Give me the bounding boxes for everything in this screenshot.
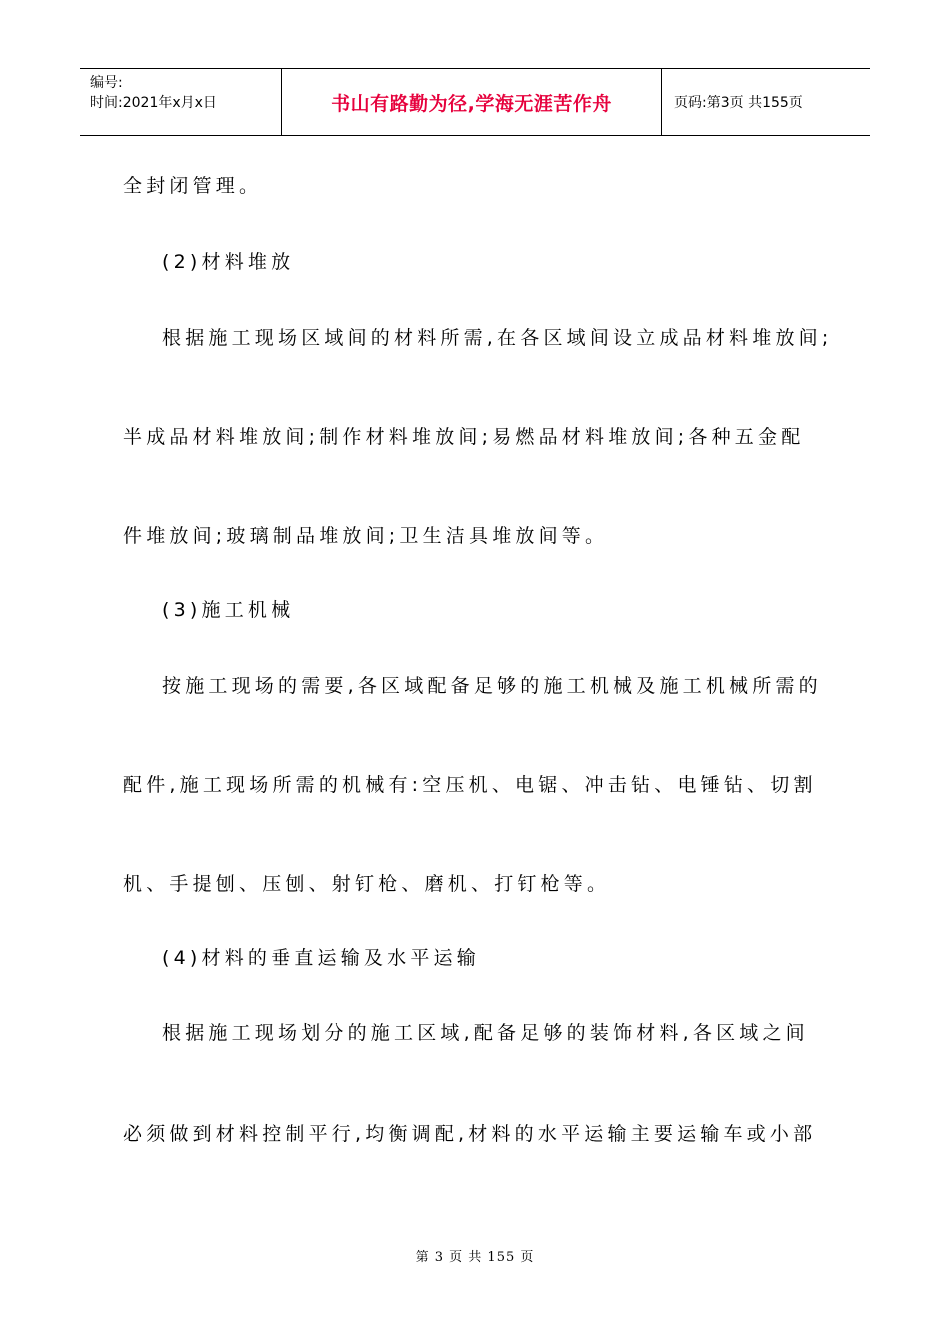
paragraph-line: 按施工现场的需要,各区域配备足够的施工机械及施工机械所需的 — [162, 675, 822, 697]
header-page-label: 页码:第3页 共155页 — [674, 95, 803, 111]
document-date-label: 时间:2021年x月x日 — [90, 95, 217, 111]
page-header — [80, 68, 870, 136]
header-meta — [80, 69, 282, 135]
page-footer: 第 3 页 共 155 页 — [415, 1250, 535, 1265]
paragraph-line: 件堆放间;玻璃制品堆放间;卫生洁具堆放间等。 — [123, 525, 609, 547]
paragraph-line: 全封闭管理。 — [123, 175, 263, 197]
document-number-label: 编号: — [90, 75, 123, 91]
section-heading: (3)施工机械 — [162, 599, 295, 621]
paragraph-line: 根据施工现场划分的施工区域,配备足够的装饰材料,各区域之间 — [162, 1022, 809, 1044]
paragraph-line: 配件,施工现场所需的机械有:空压机、电锯、冲击钻、电锤钻、切割 — [123, 774, 817, 796]
section-heading: (2)材料堆放 — [162, 251, 295, 273]
paragraph-line: 半成品材料堆放间;制作材料堆放间;易燃品材料堆放间;各种五金配 — [123, 426, 805, 448]
paragraph-line: 根据施工现场区域间的材料所需,在各区域间设立成品材料堆放间; — [162, 327, 833, 349]
paragraph-line: 必须做到材料控制平行,均衡调配,材料的水平运输主要运输车或小部 — [123, 1123, 817, 1145]
section-heading: (4)材料的垂直运输及水平运输 — [162, 947, 480, 969]
paragraph-line: 机、手提刨、压刨、射钉枪、磨机、打钉枪等。 — [123, 873, 611, 895]
header-motto: 书山有路勤为径,学海无涯苦作舟 — [282, 69, 662, 135]
